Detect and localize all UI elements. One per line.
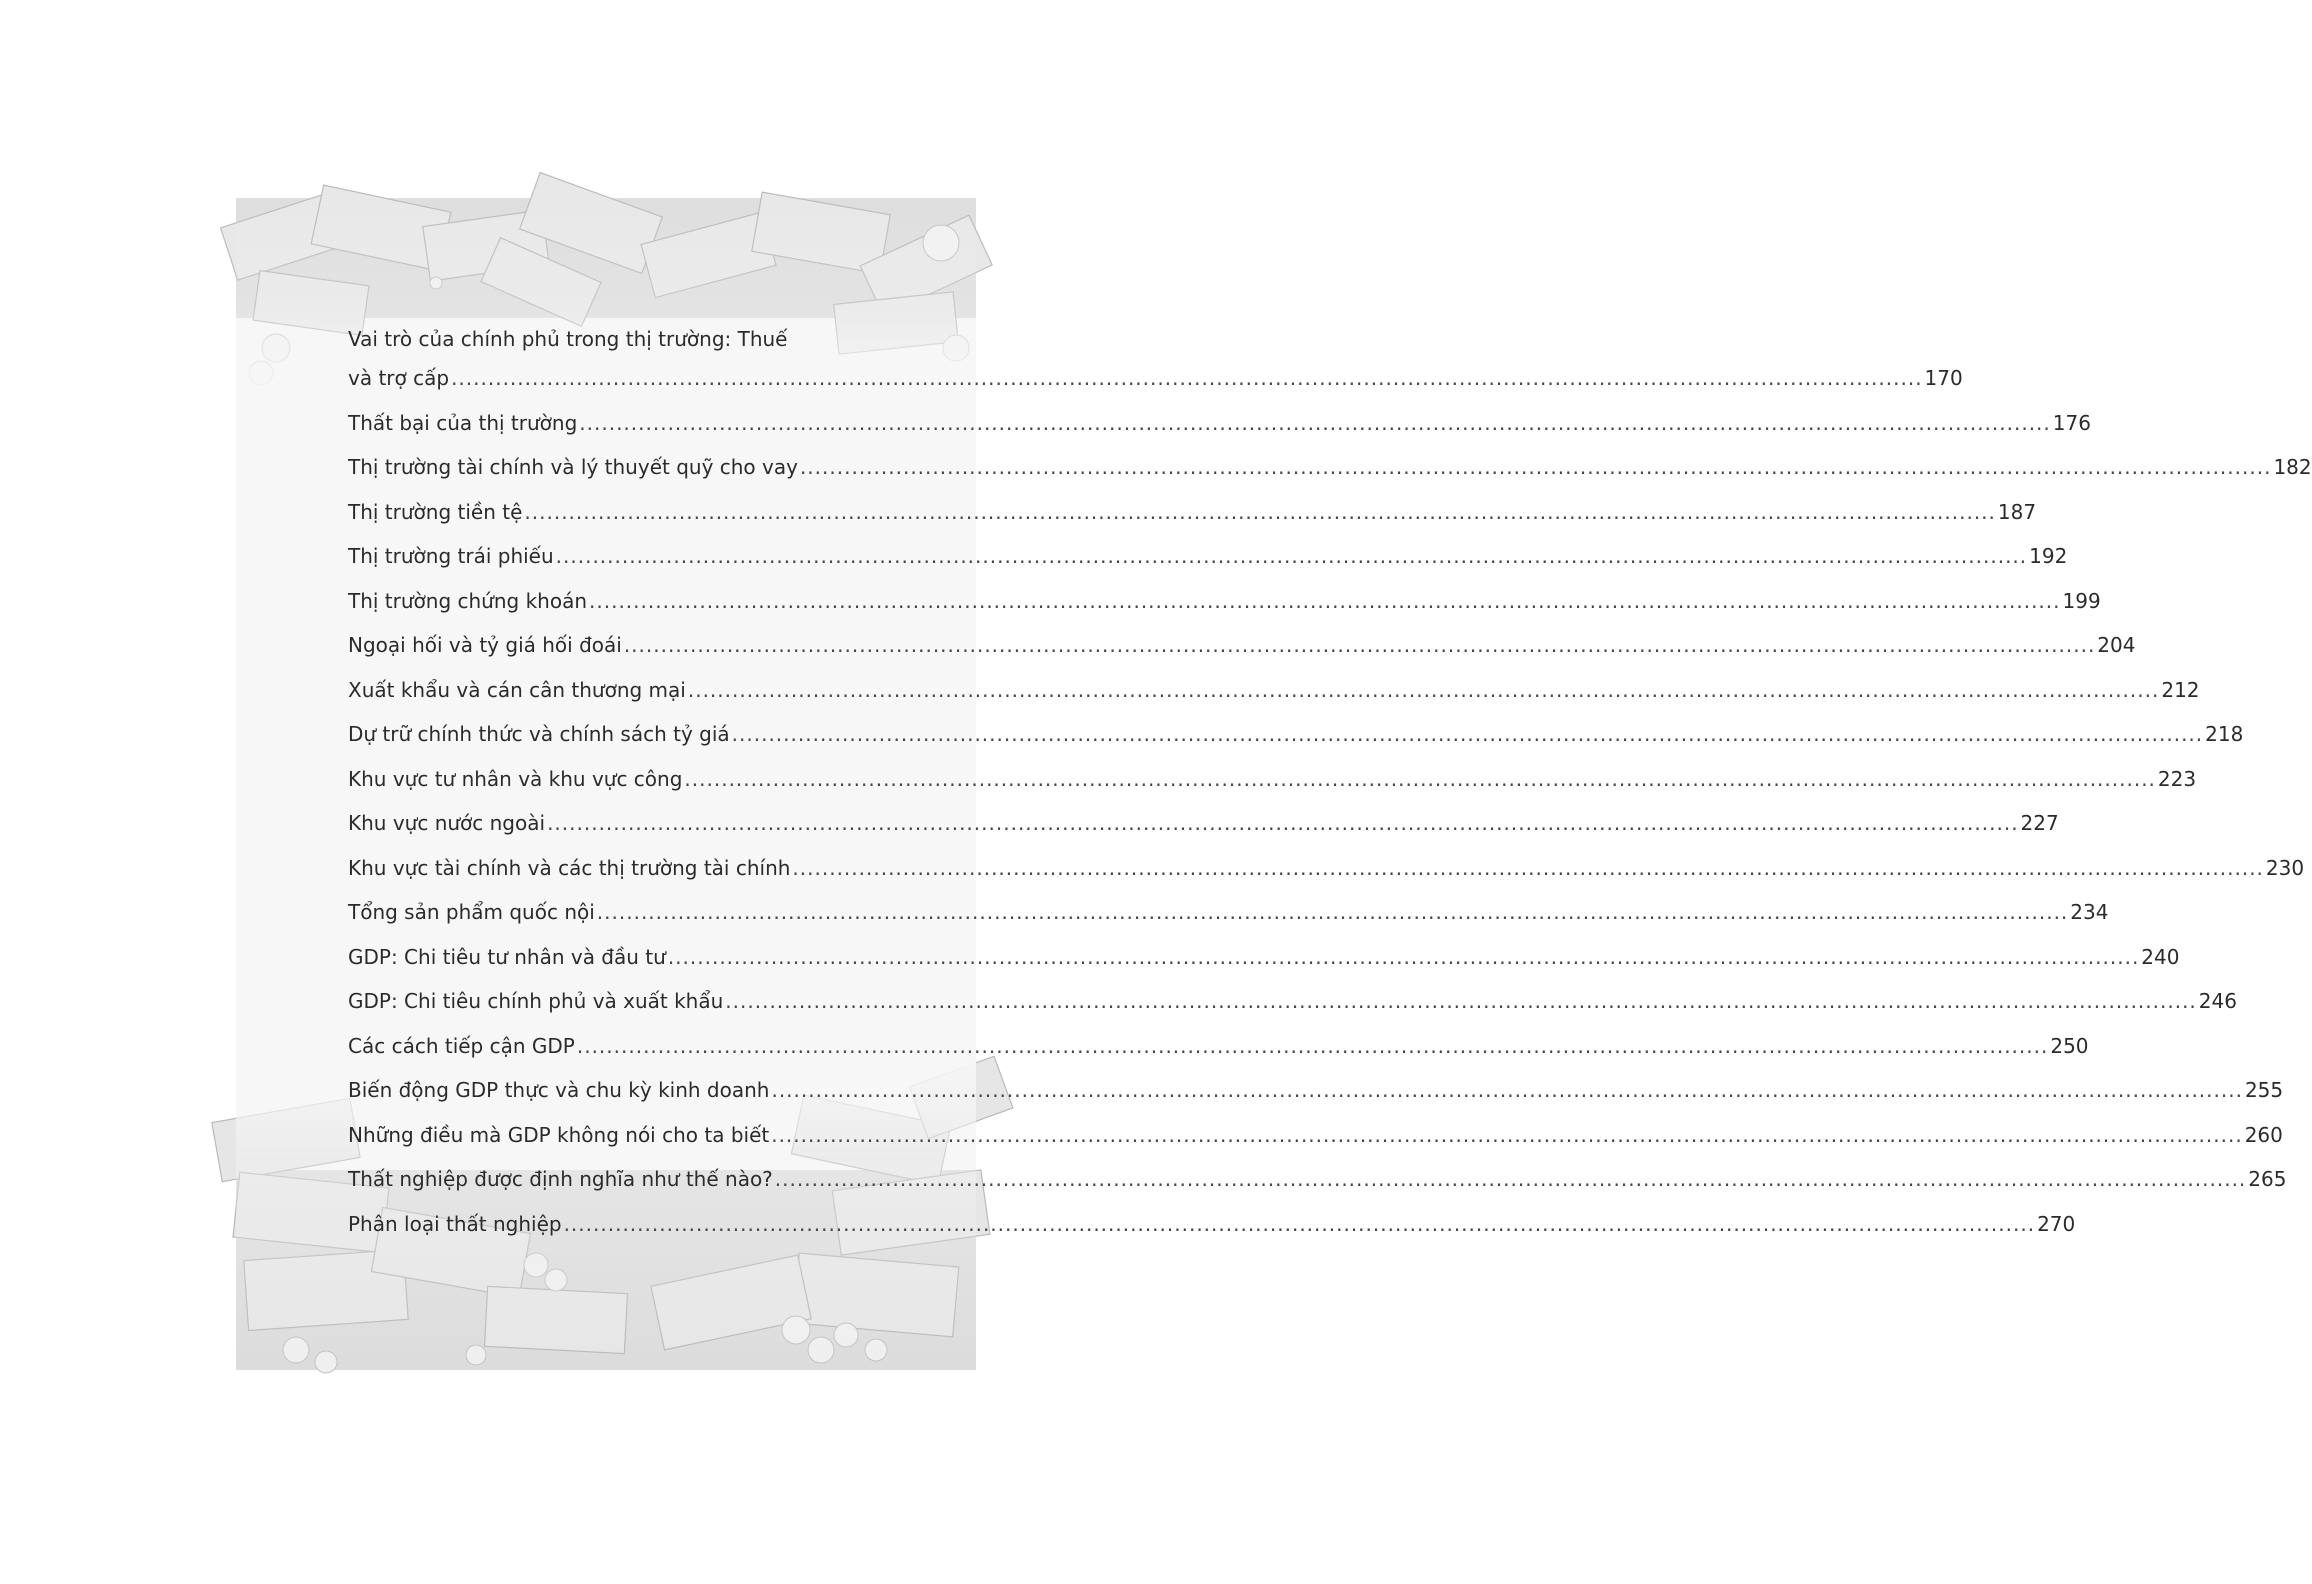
dot-leader: ........................................................................................................................................................................................................ bbox=[576, 1033, 2049, 1058]
toc-page-number: 170 bbox=[1924, 366, 1963, 390]
toc-entry[interactable] bbox=[348, 1211, 2076, 1236]
toc-entry-title: Thất bại của thị trường bbox=[348, 410, 578, 435]
toc-entry-title: Các cách tiếp cận GDP bbox=[348, 1033, 575, 1058]
toc-entry-title: GDP: Chi tiêu chính phủ và xuất khẩu bbox=[348, 989, 724, 1013]
toc-entry[interactable] bbox=[348, 1122, 2283, 1147]
toc-entry[interactable] bbox=[348, 1078, 2284, 1102]
toc-page-number: 204 bbox=[2097, 633, 2136, 657]
dot-leader: ........................................................................................................................................................................................................ bbox=[451, 366, 1923, 390]
toc-page-number: 250 bbox=[2050, 1033, 2089, 1058]
toc-entry[interactable] bbox=[348, 855, 2305, 880]
toc-page-number: 187 bbox=[1997, 499, 2037, 524]
dot-leader: ........................................................................................................................................................................................................ bbox=[667, 944, 2140, 969]
toc-page-number: 212 bbox=[2161, 677, 2200, 702]
toc-entry-title: Khu vực nước ngoài bbox=[348, 811, 546, 835]
dot-leader: ........................................................................................................................................................................................................ bbox=[774, 1167, 2247, 1191]
dot-leader: ........................................................................................................................................................................................................ bbox=[563, 1211, 2036, 1236]
toc-page-number: 270 bbox=[2037, 1211, 2076, 1236]
dot-leader: ........................................................................................................................................................................................................ bbox=[596, 900, 2069, 924]
toc-entry-title: Thị trường chứng khoán bbox=[348, 588, 588, 613]
dot-leader: ........................................................................................................................................................................................................ bbox=[579, 410, 2051, 435]
toc-entry[interactable] bbox=[348, 811, 2059, 835]
toc-page-number: 234 bbox=[2070, 900, 2109, 924]
toc-entry[interactable] bbox=[348, 455, 2312, 479]
table-of-contents bbox=[348, 327, 2312, 1257]
dot-leader: ........................................................................................................................................................................................................ bbox=[524, 499, 1996, 524]
toc-entry[interactable] bbox=[348, 1033, 2089, 1058]
toc-entry-title: Những điều mà GDP không nói cho ta biết bbox=[348, 1122, 770, 1147]
toc-entry[interactable] bbox=[348, 499, 2037, 524]
toc-entry-title: Thất nghiệp được định nghĩa như thế nào? bbox=[348, 1167, 773, 1191]
toc-entry-title: và trợ cấp bbox=[348, 366, 450, 390]
toc-entry[interactable] bbox=[348, 410, 2091, 435]
dot-leader: ........................................................................................................................................................................................................ bbox=[555, 544, 2028, 568]
toc-entry[interactable] bbox=[348, 989, 2237, 1013]
dot-leader: ........................................................................................................................................................................................................ bbox=[792, 855, 2264, 880]
dot-leader: ........................................................................................................................................................................................................ bbox=[771, 1122, 2243, 1147]
toc-entry-title: Khu vực tư nhân và khu vực công bbox=[348, 766, 683, 791]
toc-entry-title: Thị trường tài chính và lý thuyết quỹ cho vay bbox=[348, 455, 798, 479]
toc-entry-title: Thị trường trái phiếu bbox=[348, 544, 554, 568]
toc-page-number: 246 bbox=[2198, 989, 2237, 1013]
toc-page-number: 260 bbox=[2244, 1122, 2283, 1147]
toc-entry[interactable] bbox=[348, 1167, 2287, 1191]
toc-entry-title: Khu vực tài chính và các thị trường tài chính bbox=[348, 855, 791, 880]
dot-leader: ........................................................................................................................................................................................................ bbox=[799, 455, 2272, 479]
toc-page-number: 199 bbox=[2062, 588, 2101, 613]
toc-page-number: 240 bbox=[2141, 944, 2180, 969]
toc-page-number: 227 bbox=[2020, 811, 2059, 835]
dot-leader: ........................................................................................................................................................................................................ bbox=[623, 633, 2096, 657]
toc-entry[interactable] bbox=[348, 722, 2244, 746]
book-page bbox=[236, 198, 2312, 1370]
toc-entry[interactable] bbox=[348, 677, 2200, 702]
toc-page-number: 255 bbox=[2244, 1078, 2284, 1102]
dot-leader: ........................................................................................................................................................................................................ bbox=[771, 1078, 2243, 1102]
toc-page-number: 230 bbox=[2265, 855, 2305, 880]
toc-entry-title: Biến động GDP thực và chu kỳ kinh doanh bbox=[348, 1078, 770, 1102]
toc-entry-title: Xuất khẩu và cán cân thương mại bbox=[348, 677, 686, 702]
toc-page-number: 176 bbox=[2052, 410, 2091, 435]
toc-entry-title: Thị trường tiền tệ bbox=[348, 499, 523, 524]
toc-entry[interactable] bbox=[348, 588, 2101, 613]
toc-entry[interactable] bbox=[348, 944, 2180, 969]
toc-entry[interactable] bbox=[348, 900, 2109, 924]
toc-entry-title: GDP: Chi tiêu tư nhân và đầu tư bbox=[348, 944, 666, 969]
toc-entry[interactable] bbox=[348, 544, 2068, 568]
toc-page-number: 192 bbox=[2029, 544, 2068, 568]
dot-leader: ........................................................................................................................................................................................................ bbox=[687, 677, 2160, 702]
dot-leader: ........................................................................................................................................................................................................ bbox=[731, 722, 2204, 746]
dot-leader: ........................................................................................................................................................................................................ bbox=[684, 766, 2156, 791]
toc-page-number: 182 bbox=[2273, 455, 2312, 479]
toc-entry-title: Ngoại hối và tỷ giá hối đoái bbox=[348, 633, 622, 657]
dot-leader: ........................................................................................................................................................................................................ bbox=[589, 588, 2061, 613]
toc-entry-title: Dự trữ chính thức và chính sách tỷ giá bbox=[348, 722, 730, 746]
toc-entry-title: Phân loại thất nghiệp bbox=[348, 1211, 562, 1236]
dot-leader: ........................................................................................................................................................................................................ bbox=[725, 989, 2197, 1013]
toc-entry[interactable] bbox=[348, 766, 2197, 791]
toc-page-number: 265 bbox=[2248, 1167, 2287, 1191]
toc-entry-title-line1: Vai trò của chính phủ trong thị trường: Thuế bbox=[348, 327, 788, 351]
toc-page-number: 218 bbox=[2205, 722, 2244, 746]
toc-entry-title: Tổng sản phẩm quốc nội bbox=[348, 900, 595, 924]
toc-entry[interactable] bbox=[348, 327, 1963, 390]
toc-entry[interactable] bbox=[348, 633, 2136, 657]
toc-page-number: 223 bbox=[2157, 766, 2197, 791]
dot-leader: ........................................................................................................................................................................................................ bbox=[547, 811, 2019, 835]
